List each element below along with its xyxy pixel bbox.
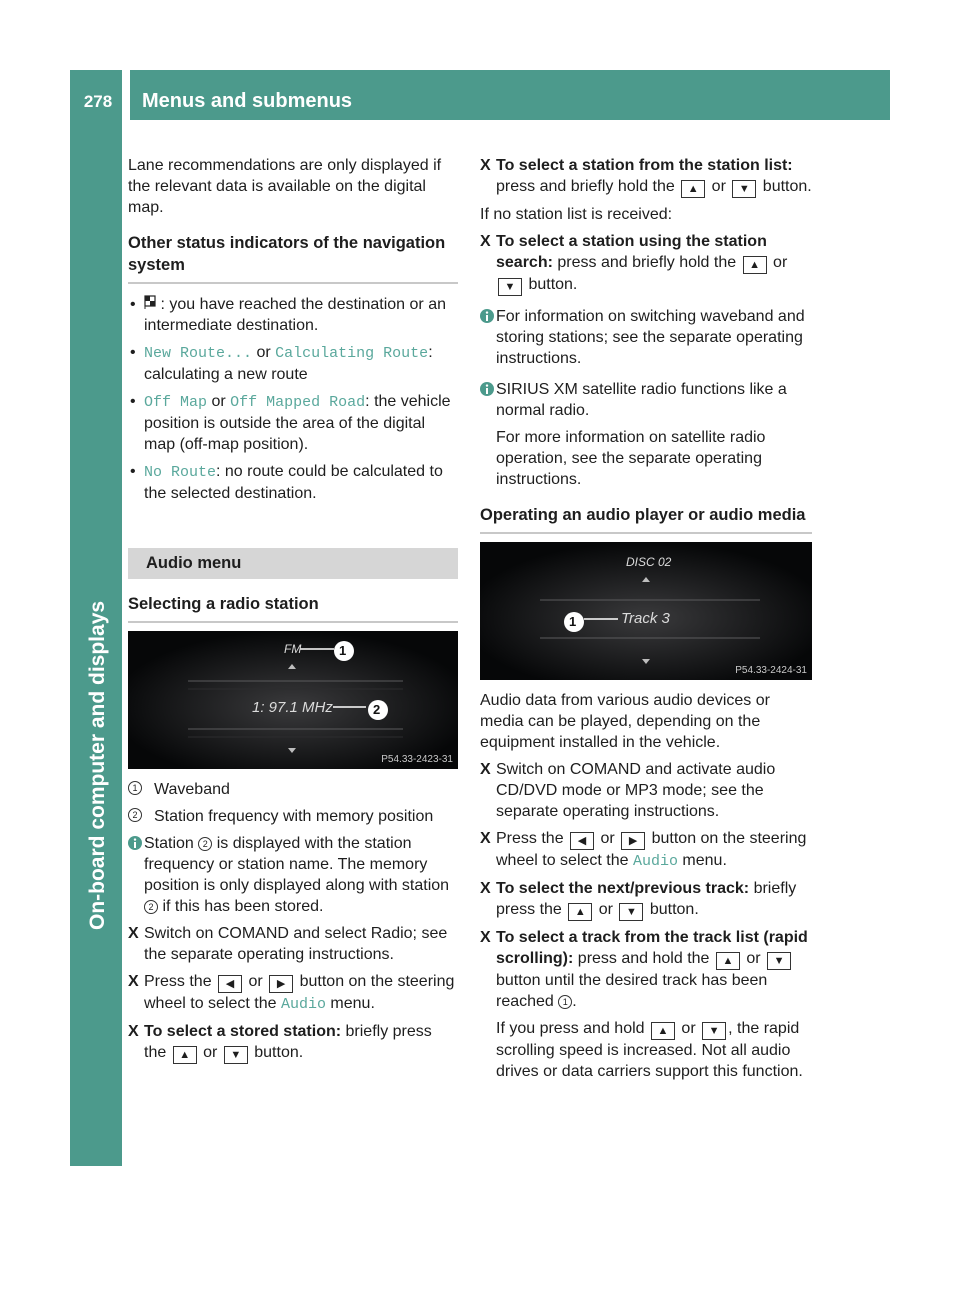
step-bold: To select a track from the track list (rapid scrolling): [496, 929, 808, 967]
info-text: Station [144, 835, 199, 852]
page-title: Menus and submenus [142, 90, 353, 112]
callout-number: 2 [128, 808, 142, 822]
legend-text: Waveband [154, 781, 230, 798]
step-text: press and briefly hold the [496, 178, 680, 195]
arrow-right-icon: X [128, 973, 139, 990]
code-text: Audio [280, 996, 326, 1013]
callout-number: 2 [144, 900, 158, 914]
info-icon [480, 382, 494, 396]
status-item-new-route [128, 342, 458, 385]
instruction-step [128, 971, 458, 1015]
step-text: press and briefly hold the [552, 254, 741, 271]
down-key-icon: ▼ [702, 1022, 726, 1040]
info-text: SIRIUS XM satellite radio functions like a normal radio. [496, 381, 787, 419]
callout-2: 2 [373, 702, 381, 717]
left-key-icon: ◀ [570, 832, 594, 850]
step-text: Switch on COMAND and select Radio; see the separate operating instructions. [144, 925, 448, 963]
arrow-right-icon: X [480, 929, 491, 946]
figure-code: P54.33-2424-31 [735, 665, 807, 676]
instruction-step [480, 231, 812, 296]
code-text: Off Map [144, 394, 208, 411]
step-text: . [572, 993, 577, 1010]
up-key-icon: ▲ [651, 1022, 675, 1040]
arrow-right-icon: X [480, 880, 491, 897]
fig1-frequency: 1: 97.1 MHz [252, 699, 333, 716]
status-item-connector: or [252, 344, 276, 361]
status-item-destination [128, 294, 458, 336]
no-list-text: If no station list is received: [480, 206, 673, 223]
step-text: button. [524, 276, 578, 293]
right-column [480, 155, 812, 1082]
info-icon [128, 836, 142, 850]
info-text: if this has been stored. [158, 898, 324, 915]
arrow-right-icon: X [128, 1023, 139, 1040]
instruction-step [480, 155, 812, 198]
down-key-icon: ▼ [732, 180, 756, 198]
step-text: button. [249, 1044, 304, 1061]
status-heading: Other status indicators of the navigation system [128, 232, 458, 284]
code-text: Audio [632, 853, 678, 870]
destination-flag-icon [144, 296, 160, 313]
step-text: briefly press the [144, 1023, 432, 1061]
status-item-text: : calculating a new route [144, 344, 433, 383]
step-text: or [244, 973, 268, 990]
status-item-text: : no route could be calculated to the selected destination. [144, 463, 443, 502]
info-text: For information on switching waveband and storing stations; see the separate operating instructions. [496, 308, 805, 367]
audio-intro: Audio data from various audio devices or media can be played, depending on the equipment installed in the vehicle. [480, 692, 770, 751]
step-continuation [480, 1018, 812, 1082]
up-key-icon: ▲ [716, 952, 740, 970]
step-bold: To select a station from the station list: [496, 157, 793, 174]
status-item-off-map [128, 391, 458, 455]
side-tab-label [76, 886, 120, 930]
status-item-text: : you have reached the destination or an intermediate destination. [144, 296, 446, 334]
info-note [480, 306, 812, 369]
figure-code: P54.33-2423-31 [381, 754, 453, 765]
up-key-icon: ▲ [173, 1046, 197, 1064]
legend-item [128, 806, 458, 827]
step-bold: To select a station using the station search: [496, 233, 767, 271]
code-text: New Route... [144, 345, 253, 362]
header-divider [124, 70, 128, 120]
step-text: Press the [496, 830, 569, 847]
legend-text: Station frequency with memory position [154, 808, 434, 825]
arrow-right-icon: X [480, 157, 491, 174]
audio-display-figure [480, 542, 812, 680]
step-text: briefly press the [496, 880, 797, 918]
instruction-step [128, 1021, 458, 1064]
instruction-step [480, 759, 812, 822]
step-text: button. [758, 178, 812, 195]
step-text: press and hold the [573, 950, 714, 967]
step-bold: To select the next/previous track: [496, 880, 750, 897]
code-text: Off Mapped Road [230, 394, 366, 411]
step-text: or [741, 950, 766, 967]
left-column [128, 155, 458, 1064]
info-note [480, 379, 812, 421]
callout-number: 1 [128, 781, 142, 795]
down-key-icon: ▼ [498, 278, 522, 296]
step-text: Switch on COMAND and activate audio CD/DVD mode or MP3 mode; see the separate operating instructions. [496, 761, 776, 820]
step-text: or [596, 830, 620, 847]
step-text: If you press and hold [496, 1020, 649, 1037]
info-note [128, 833, 458, 917]
arrow-right-icon: X [480, 830, 491, 847]
audio-heading: Operating an audio player or audio media [480, 504, 812, 534]
info-note-continued: For more information on satellite radio operation, see the separate operating instructions. [496, 429, 766, 488]
step-text: or [676, 1020, 701, 1037]
intro-text: Lane recommendations are only displayed if the relevant data is available on the digital map. [128, 157, 442, 216]
right-key-icon: ▶ [269, 975, 293, 993]
fig2-track: Track 3 [621, 610, 670, 627]
step-text: , the rapid scrolling speed is increased. Not all audio drives or data carriers support this function. [496, 1020, 803, 1080]
arrow-right-icon: X [480, 761, 491, 778]
down-key-icon: ▼ [224, 1046, 248, 1064]
instruction-step [480, 828, 812, 872]
step-text: or [707, 178, 731, 195]
info-icon [480, 309, 494, 323]
step-text: button until the desired track has been reached [496, 972, 768, 1010]
down-key-icon: ▼ [619, 903, 643, 921]
arrow-right-icon: X [128, 925, 139, 942]
callout-1: 1 [339, 643, 347, 658]
radio-display-figure [128, 631, 458, 769]
radio-heading: Selecting a radio station [128, 593, 458, 623]
info-text: is displayed with the station frequency or station name. The memory position is only displayed along with station [144, 835, 450, 894]
step-text: or [198, 1044, 222, 1061]
step-text: Press the [144, 973, 217, 990]
page-number: 278 [83, 92, 113, 111]
right-key-icon: ▶ [621, 832, 645, 850]
legend-item [128, 779, 458, 800]
section-band: Audio menu [128, 548, 458, 579]
code-text: Calculating Route [275, 345, 429, 362]
instruction-step [480, 878, 812, 921]
callout-1: 1 [569, 614, 577, 629]
arrow-right-icon: X [480, 233, 491, 250]
up-key-icon: ▲ [568, 903, 592, 921]
callout-number: 1 [558, 995, 572, 1009]
code-text: No Route [144, 464, 217, 481]
status-item-text: : the vehicle position is outside the area of the digital map (off-map position). [144, 393, 451, 453]
step-text: or [594, 901, 618, 918]
up-key-icon: ▲ [743, 256, 767, 274]
up-key-icon: ▲ [681, 180, 705, 198]
status-item-no-route [128, 461, 458, 504]
callout-number: 2 [198, 837, 212, 851]
left-key-icon: ◀ [218, 975, 242, 993]
step-text: button on the steering wheel to select the [144, 973, 455, 1012]
status-item-connector: or [207, 393, 231, 410]
step-text: menu. [325, 995, 375, 1012]
side-tab-label-wrap [76, 886, 120, 930]
step-text: or [768, 254, 788, 271]
instruction-step [128, 923, 458, 965]
step-text: button on the steering wheel to select the [496, 830, 807, 869]
fig2-disc: DISC 02 [626, 555, 672, 569]
step-text: button. [645, 901, 699, 918]
down-key-icon: ▼ [767, 952, 791, 970]
step-bold: To select a stored station: [144, 1023, 342, 1040]
instruction-step [480, 927, 812, 1012]
fig1-waveband: FM [284, 642, 302, 656]
step-text: menu. [677, 852, 727, 869]
